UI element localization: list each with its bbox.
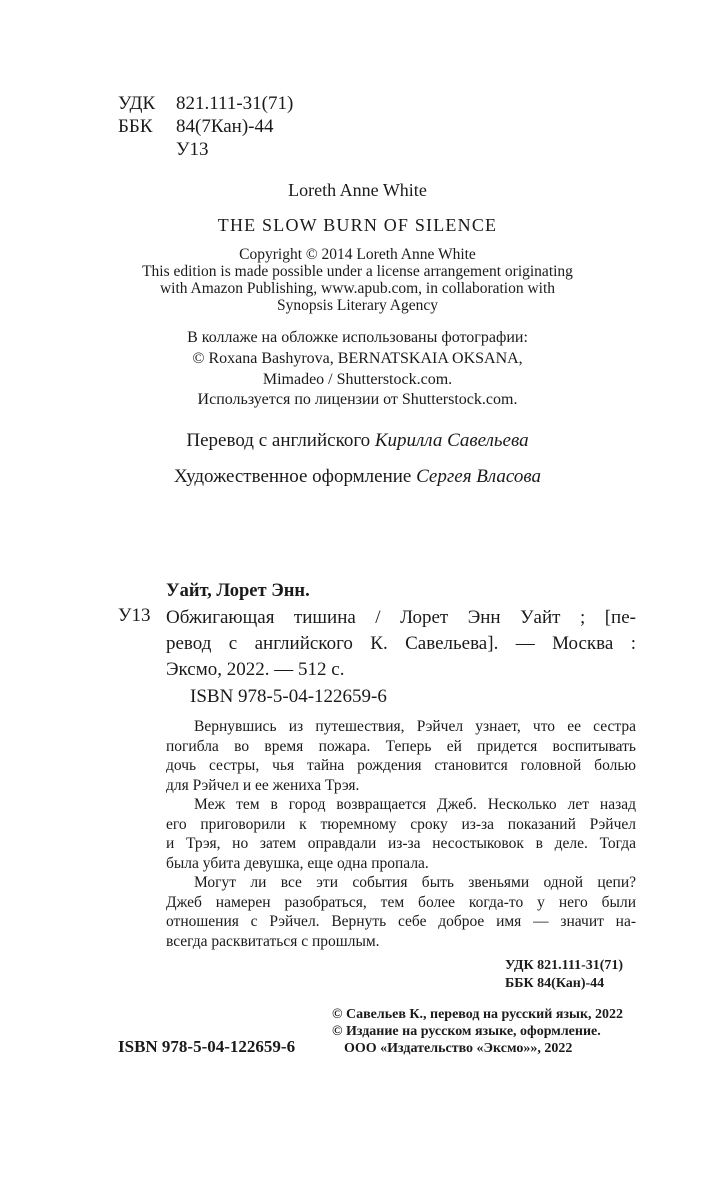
annotation-line: его приговорили к тюремному сроку из-за показаний Рэйчел [166, 815, 636, 833]
entry-body [166, 605, 636, 683]
entry-isbn: ISBN 978-5-04-122659-6 [190, 686, 387, 707]
isbn-bottom: ISBN 978-5-04-122659-6 [118, 1037, 296, 1056]
annotation-line: погибла во время пожара. Теперь ей придется воспитывать [166, 737, 636, 755]
translation-prefix: Перевод с английского [186, 430, 375, 451]
annotation-line: Могут ли все эти события быть звеньями одной цепи? [194, 874, 636, 891]
annotation-line: Джеб намерен разобраться, тем более когда-то у него были [166, 893, 636, 911]
udk-line [118, 92, 293, 115]
photo-line-4: Используется по лицензии от Shutterstock.com. [197, 391, 518, 408]
annotation [166, 717, 636, 951]
entry-line-1: Обжигающая тишина / Лорет Энн Уайт ; [пе- [166, 607, 636, 628]
annotation-line: для Рэйчел и ее жениха Трэя. [166, 776, 360, 794]
udk-key: УДК [118, 93, 156, 114]
bbk-value: 84(7Кан)-44 [176, 116, 274, 137]
license-line-3: with Amazon Publishing, www.apub.com, in collaboration with [159, 280, 556, 297]
copyright-line-2: © Издание на русском языке, оформление. [332, 1024, 601, 1039]
entry-line-2: ревод с английского К. Савельева]. — Москва : [166, 633, 636, 654]
license-line-2: This edition is made possible under a license arrangement originating [142, 263, 573, 280]
photo-line-3: Mimadeo / Shutterstock.com. [262, 371, 453, 388]
annotation-line: дочь сестры, чья тайна рождения становится головной болью [166, 757, 636, 774]
design-prefix: Художественное оформление [174, 466, 417, 487]
udk-value: 821.111-31(71) [176, 93, 294, 114]
annotation-line: всегда расквитаться с прошлым. [166, 932, 380, 950]
title-original: THE SLOW BURN OF SILENCE [217, 215, 498, 235]
license-line-1: Copyright © 2014 Loreth Anne White [239, 246, 476, 263]
entry-heading: Уайт, Лорет Энн. [166, 581, 310, 601]
entry-line-3: Эксмо, 2022. — 512 с. [166, 659, 345, 680]
photo-line-2: © Roxana Bashyrova, BERNATSKAIA OKSANA, [192, 350, 523, 367]
annotation-line: и Трэя, но затем оправдали из-за несостыковок в деле. Тогда [166, 835, 636, 852]
annotation-line: Меж тем в город возвращается Джеб. Несколько лет назад [194, 796, 636, 813]
author-mark: У13 [176, 139, 209, 160]
translation-credit [0, 430, 715, 452]
designer-name: Сергея Власова [416, 466, 541, 487]
small-udk: УДК 821.111-31(71) [505, 958, 624, 973]
copyright-line-1: © Савельев К., перевод на русский язык, 2022 [332, 1007, 624, 1022]
annotation-line: Вернувшись из путешествия, Рэйчел узнает, что ее сестра [194, 718, 636, 735]
design-credit [0, 466, 715, 488]
annotation-line: отношения с Рэйчел. Вернуть себе доброе имя — значит на- [166, 913, 636, 930]
author-original: Loreth Anne White [288, 180, 427, 200]
copyright-line-3: ООО «Издательство «Эксмо»», 2022 [344, 1041, 573, 1056]
annotation-line: была убита девушка, еще одна пропала. [166, 854, 429, 872]
small-bbk: ББК 84(Кан)-44 [505, 976, 605, 991]
photo-line-1: В коллаже на обложке использованы фотографии: [187, 329, 528, 346]
bbk-key: ББК [118, 116, 153, 137]
entry-code: У13 [118, 605, 151, 626]
bbk-line [118, 115, 274, 138]
translator-name: Кирилла Савельева [374, 430, 529, 451]
license-line-4: Synopsis Literary Agency [276, 297, 438, 314]
